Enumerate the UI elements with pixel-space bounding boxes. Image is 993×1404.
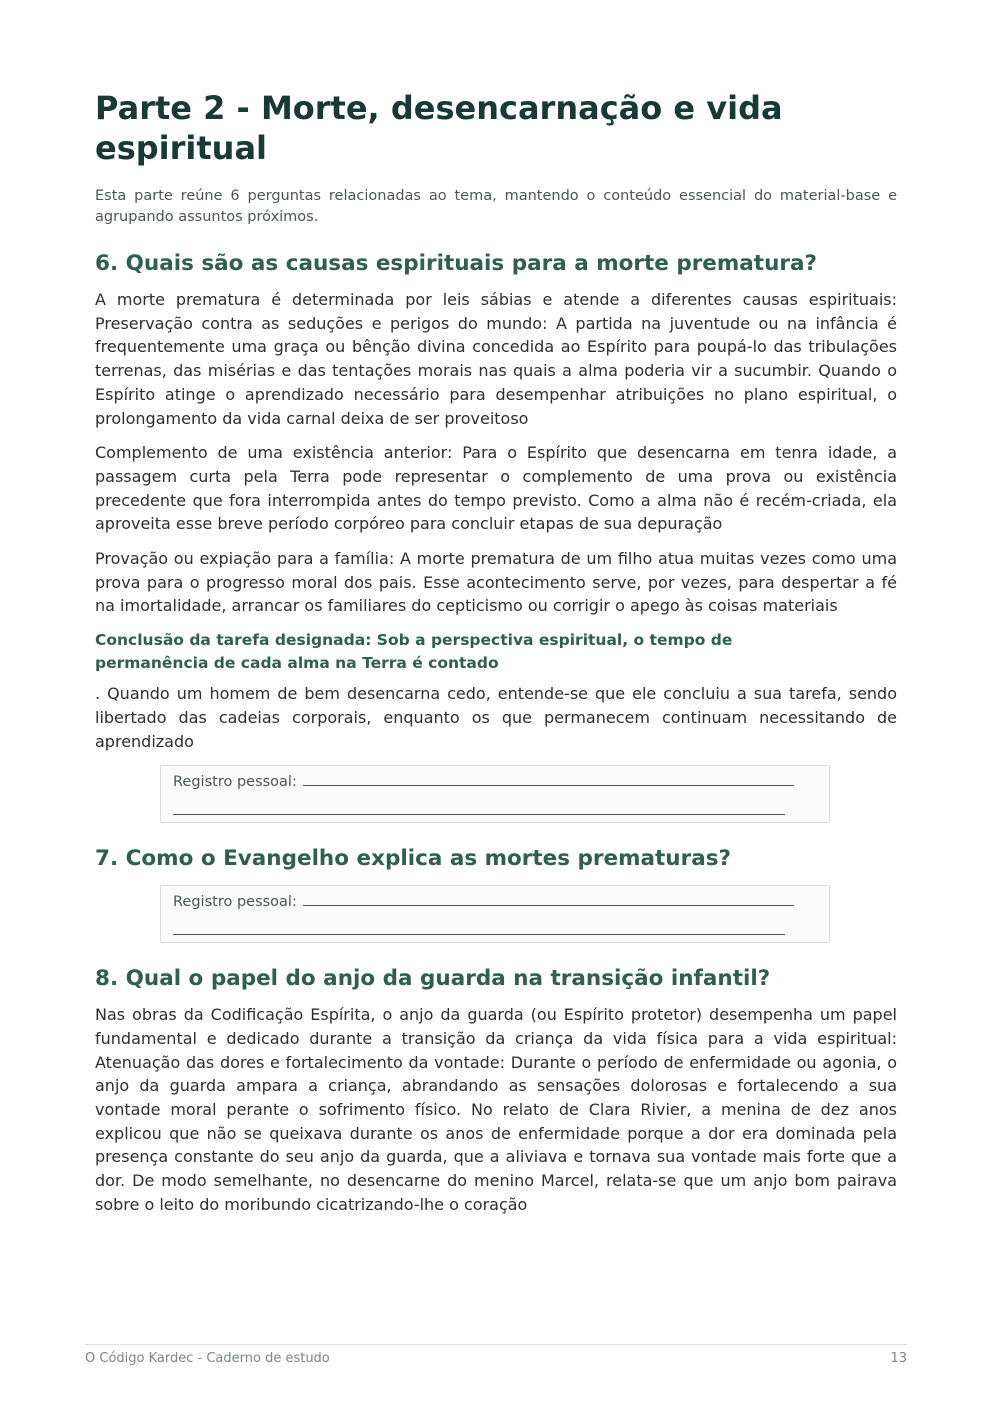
part-title: Parte 2 - Morte, desencarnação e vida espiritual [95,89,783,167]
notes-line [303,771,794,786]
notes-line [173,794,785,815]
notes-label: Registro pessoal: [173,774,297,791]
question-7-title: 7. Como o Evangelho explica as mortes prematuras? [95,846,731,872]
notes-line [303,891,794,906]
question-7-notes-box[interactable] [160,885,830,943]
question-6-paragraph-1: A morte prematura é determinada por leis sábias e atende a diferentes causas espirituais: Preservação contra as seduções e perigos do mundo: A partida na juventude ou na infância é frequentemente uma graça ou bênção divina concedida ao Espírito para poupá-lo das tribulações terrenas, das misérias e das tentações morais nas quais a alma poderia vir a sucumbir. Quando o Espírito atinge o aprendizado necessário para desempenhar atribuições no plano espiritual, o prolongamento da vida carnal deixa de ser proveitoso [95,290,897,428]
footer-document-title: O Código Kardec - Caderno de estudo [85,1351,330,1366]
question-6-subheading: Conclusão da tarefa designada: Sob a perspectiva espiritual, o tempo de permanência de cada alma na Terra é contado [95,631,733,673]
footer-page-number: 13 [890,1351,907,1366]
question-6-paragraph-4: . Quando um homem de bem desencarna cedo, entende-se que ele concluiu a sua tarefa, sendo libertado das cadeias corporais, enquanto os que permanecem continuam necessitando de aprendizado [95,684,897,751]
question-8-paragraph-1: Nas obras da Codificação Espírita, o anjo da guarda (ou Espírito protetor) desempenha um papel fundamental e dedicado durante a transição da criança da vida física para a vida espiritual: Atenuação das dores e fortalecimento da vontade: Durante o período de enfermidade ou agonia, o anjo da guarda ampara a criança, abrandando as sensações dolorosas e fortalecendo a sua vontade moral perante o sofrimento físico. No relato de Clara Rivier, a menina de dez anos explicou que não se queixava durante os anos de enfermidade porque a dor era dominada pela presença constante do seu anjo da guarda, que a aliviava e tornava sua vontade mais forte que a dor. De modo semelhante, no desencarne do menino Marcel, relata-se que um anjo bom pairava sobre o leito do moribundo cicatrizando-lhe o coração [95,1005,897,1214]
page-content [95,88,897,1217]
question-6-paragraph-2: Complemento de uma existência anterior: Para o Espírito que desencarna em tenra idade, a passagem curta pela Terra pode representar o complemento de uma prova ou existência precedente que fora interrompida antes do tempo previsto. Como a alma não é recém-criada, ela aproveita esse breve período corpóreo para concluir etapas de sua depuração [95,443,897,534]
part-intro: Esta parte reúne 6 perguntas relacionadas ao tema, mantendo o conteúdo essencial do material-base e agrupando assuntos próximos. [95,188,897,225]
question-6-notes-box[interactable] [160,765,830,823]
notes-label: Registro pessoal: [173,894,297,911]
question-8-title: 8. Qual o papel do anjo da guarda na transição infantil? [95,966,771,992]
notes-line [173,914,785,935]
question-6-title: 6. Quais são as causas espirituais para a morte prematura? [95,251,817,276]
page-footer [85,1344,907,1366]
question-6-paragraph-3: Provação ou expiação para a família: A morte prematura de um filho atua muitas vezes como uma prova para o progresso moral dos pais. Esse acontecimento serve, por vezes, para despertar a fé na imortalidade, arrancar os familiares do cepticismo ou corrigir o apego às coisas materiais [95,549,897,616]
